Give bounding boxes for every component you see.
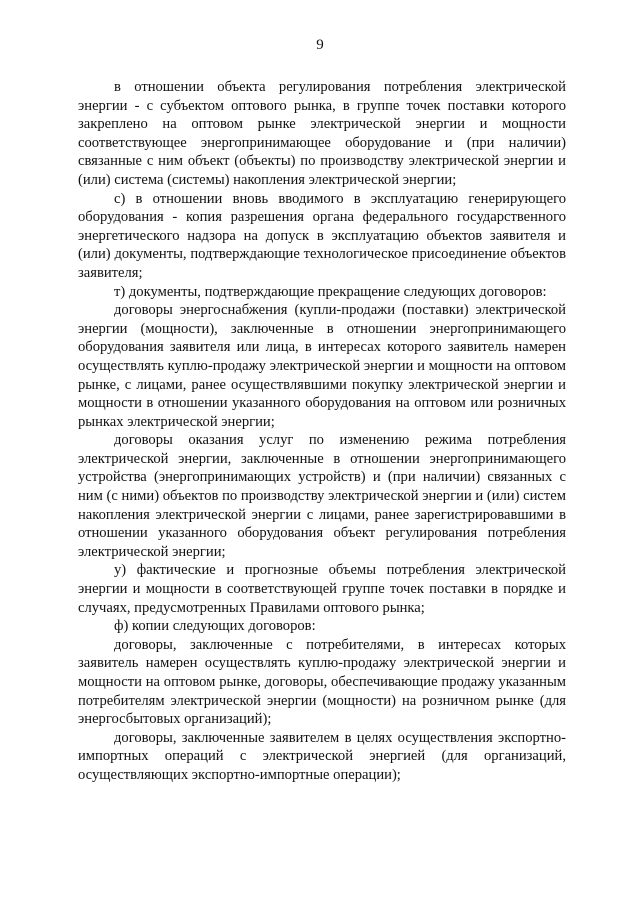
- paragraph: договоры оказания услуг по изменению режима потребления электрической энергии, заключенные в отношении энергопринимающего устройства (энергопринимающих устройств) и (при наличии) связанных с ним (с ними) объектов по производству электрической энергии и (или) систем накопления электрической энергии с лицами, ранее зарегистрировавшими в отношении указанного оборудования объект регулирования потребления электрической энергии;: [78, 432, 566, 560]
- page-number: 9: [316, 37, 324, 53]
- document-body: [78, 78, 566, 785]
- paragraph: договоры, заключенные с потребителями, в интересах которых заявитель намерен осуществлять куплю-продажу электрической энергии и мощности на оптовом рынке, договоры, обеспечивающие продажу указанным потребителям электрической энергии (мощности) на розничном рынке (для энергосбытовых организаций);: [78, 636, 566, 728]
- paragraph: с) в отношении вновь вводимого в эксплуатацию генерирующего оборудования - копия разрешения органа федерального государственного энергетического надзора на допуск в эксплуатацию объектов заявителя и (или) документы, подтверждающие технологическое присоединение объектов заявителя;: [78, 190, 566, 281]
- paragraph: ф) копии следующих договоров:: [114, 618, 316, 635]
- paragraph: в отношении объекта регулирования потребления электрической энергии - с субъектом оптового рынка, в группе точек поставки которого закреплено на оптовом рынке электрической энергии и мощности соответствующее энергопринимающее оборудование и (при наличии) связанные с ним объект (объекты) по производству электрической энергии и (или) система (системы) накопления электрической энергии;: [78, 79, 566, 188]
- paragraph: у) фактические и прогнозные объемы потребления электрической энергии и мощности в соответствующей группе точек поставки в порядке и случаях, предусмотренных Правилами оптового рынка;: [78, 562, 566, 616]
- paragraph: договоры энергоснабжения (купли-продажи (поставки) электрической энергии (мощности), заключенные в отношении энергопринимающего оборудования заявителя или лица, в интересах которого заявитель намерен осуществлять куплю-продажу электрической энергии и мощности на оптовом рынке, с лицами, ранее осуществлявшими покупку электрической энергии и мощности в отношении указанного оборудования на оптовом или розничных рынках электрической энергии;: [78, 302, 566, 430]
- paragraph: договоры, заключенные заявителем в целях осуществления экспортно-импортных операций с электрической энергией (для организаций, осуществляющих экспортно-импортные операции);: [78, 729, 566, 783]
- paragraph: т) документы, подтверждающие прекращение следующих договоров:: [114, 283, 547, 300]
